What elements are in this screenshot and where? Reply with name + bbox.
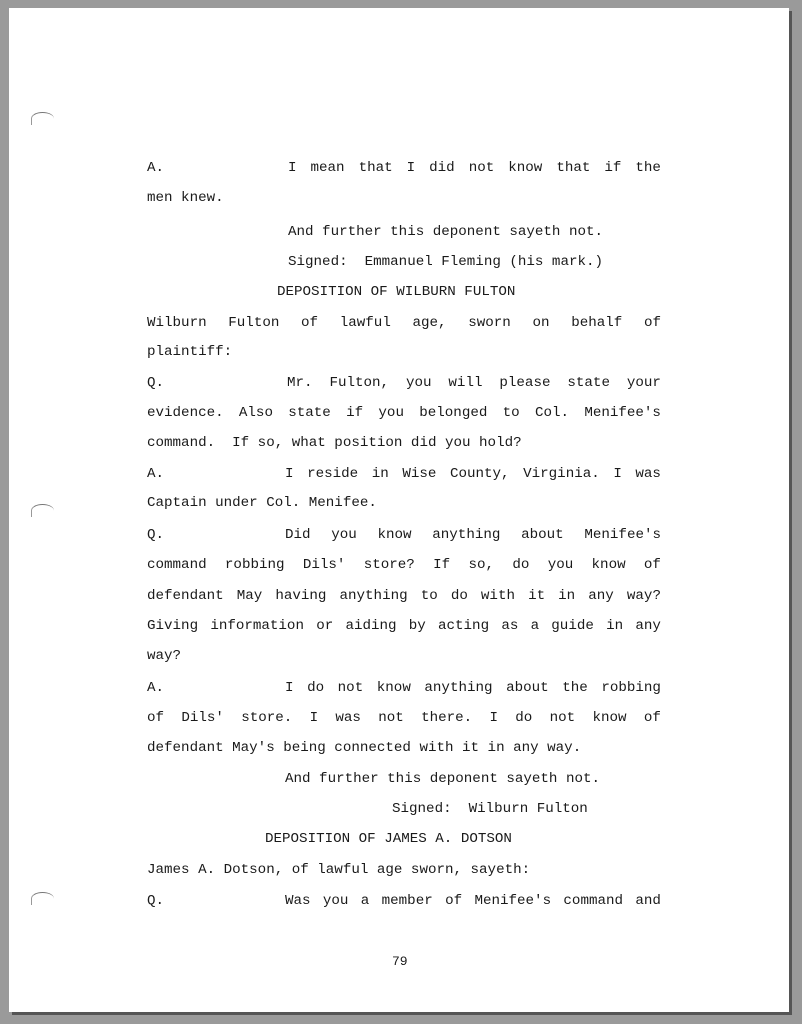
text-line: Mr. Fulton, you will please state your bbox=[287, 375, 661, 391]
text-line: James A. Dotson, of lawful age sworn, sayeth: bbox=[147, 862, 531, 878]
text-line: Did you know anything about Menifee's bbox=[285, 527, 661, 543]
text-line: I reside in Wise County, Virginia. I was bbox=[285, 466, 661, 482]
document-page bbox=[9, 8, 789, 1012]
text-line: I do not know anything about the robbing bbox=[285, 680, 661, 696]
text-line: way? bbox=[147, 648, 182, 664]
speaker-tag: A. bbox=[147, 466, 165, 482]
speaker-tag: Q. bbox=[147, 375, 165, 391]
page-number: 79 bbox=[392, 954, 408, 969]
text-line: I mean that I did not know that if the bbox=[288, 160, 661, 176]
speaker-tag: A. bbox=[147, 680, 165, 696]
speaker-tag: Q. bbox=[147, 527, 165, 543]
text-line: DEPOSITION OF WILBURN FULTON bbox=[277, 284, 516, 300]
text-line: And further this deponent sayeth not. bbox=[288, 224, 604, 240]
text-line: Signed: Wilburn Fulton bbox=[392, 801, 588, 817]
text-line: Was you a member of Menifee's command and bbox=[285, 893, 661, 909]
punch-hole-mark bbox=[31, 112, 54, 125]
text-line: evidence. Also state if you belonged to Col. Menifee's bbox=[147, 405, 661, 421]
punch-hole-mark bbox=[31, 892, 54, 905]
text-line: men knew. bbox=[147, 190, 224, 206]
text-line: Signed: Emmanuel Fleming (his mark.) bbox=[288, 254, 604, 270]
text-line: of Dils' store. I was not there. I do not know of bbox=[147, 710, 661, 726]
text-line: Captain under Col. Menifee. bbox=[147, 495, 377, 511]
punch-hole-mark bbox=[31, 504, 54, 517]
speaker-tag: Q. bbox=[147, 893, 165, 909]
text-line: defendant May having anything to do with it in any way? bbox=[147, 588, 661, 604]
text-line: command robbing Dils' store? If so, do you know of bbox=[147, 557, 661, 573]
text-line: defendant May's being connected with it in any way. bbox=[147, 740, 582, 756]
speaker-tag: A. bbox=[147, 160, 165, 176]
text-line: And further this deponent sayeth not. bbox=[285, 771, 601, 787]
text-line: command. If so, what position did you hold? bbox=[147, 435, 522, 451]
text-line: plaintiff: bbox=[147, 344, 233, 360]
text-line: DEPOSITION OF JAMES A. DOTSON bbox=[265, 831, 512, 847]
text-line: Wilburn Fulton of lawful age, sworn on behalf of bbox=[147, 315, 661, 331]
text-line: Giving information or aiding by acting as a guide in any bbox=[147, 618, 661, 634]
